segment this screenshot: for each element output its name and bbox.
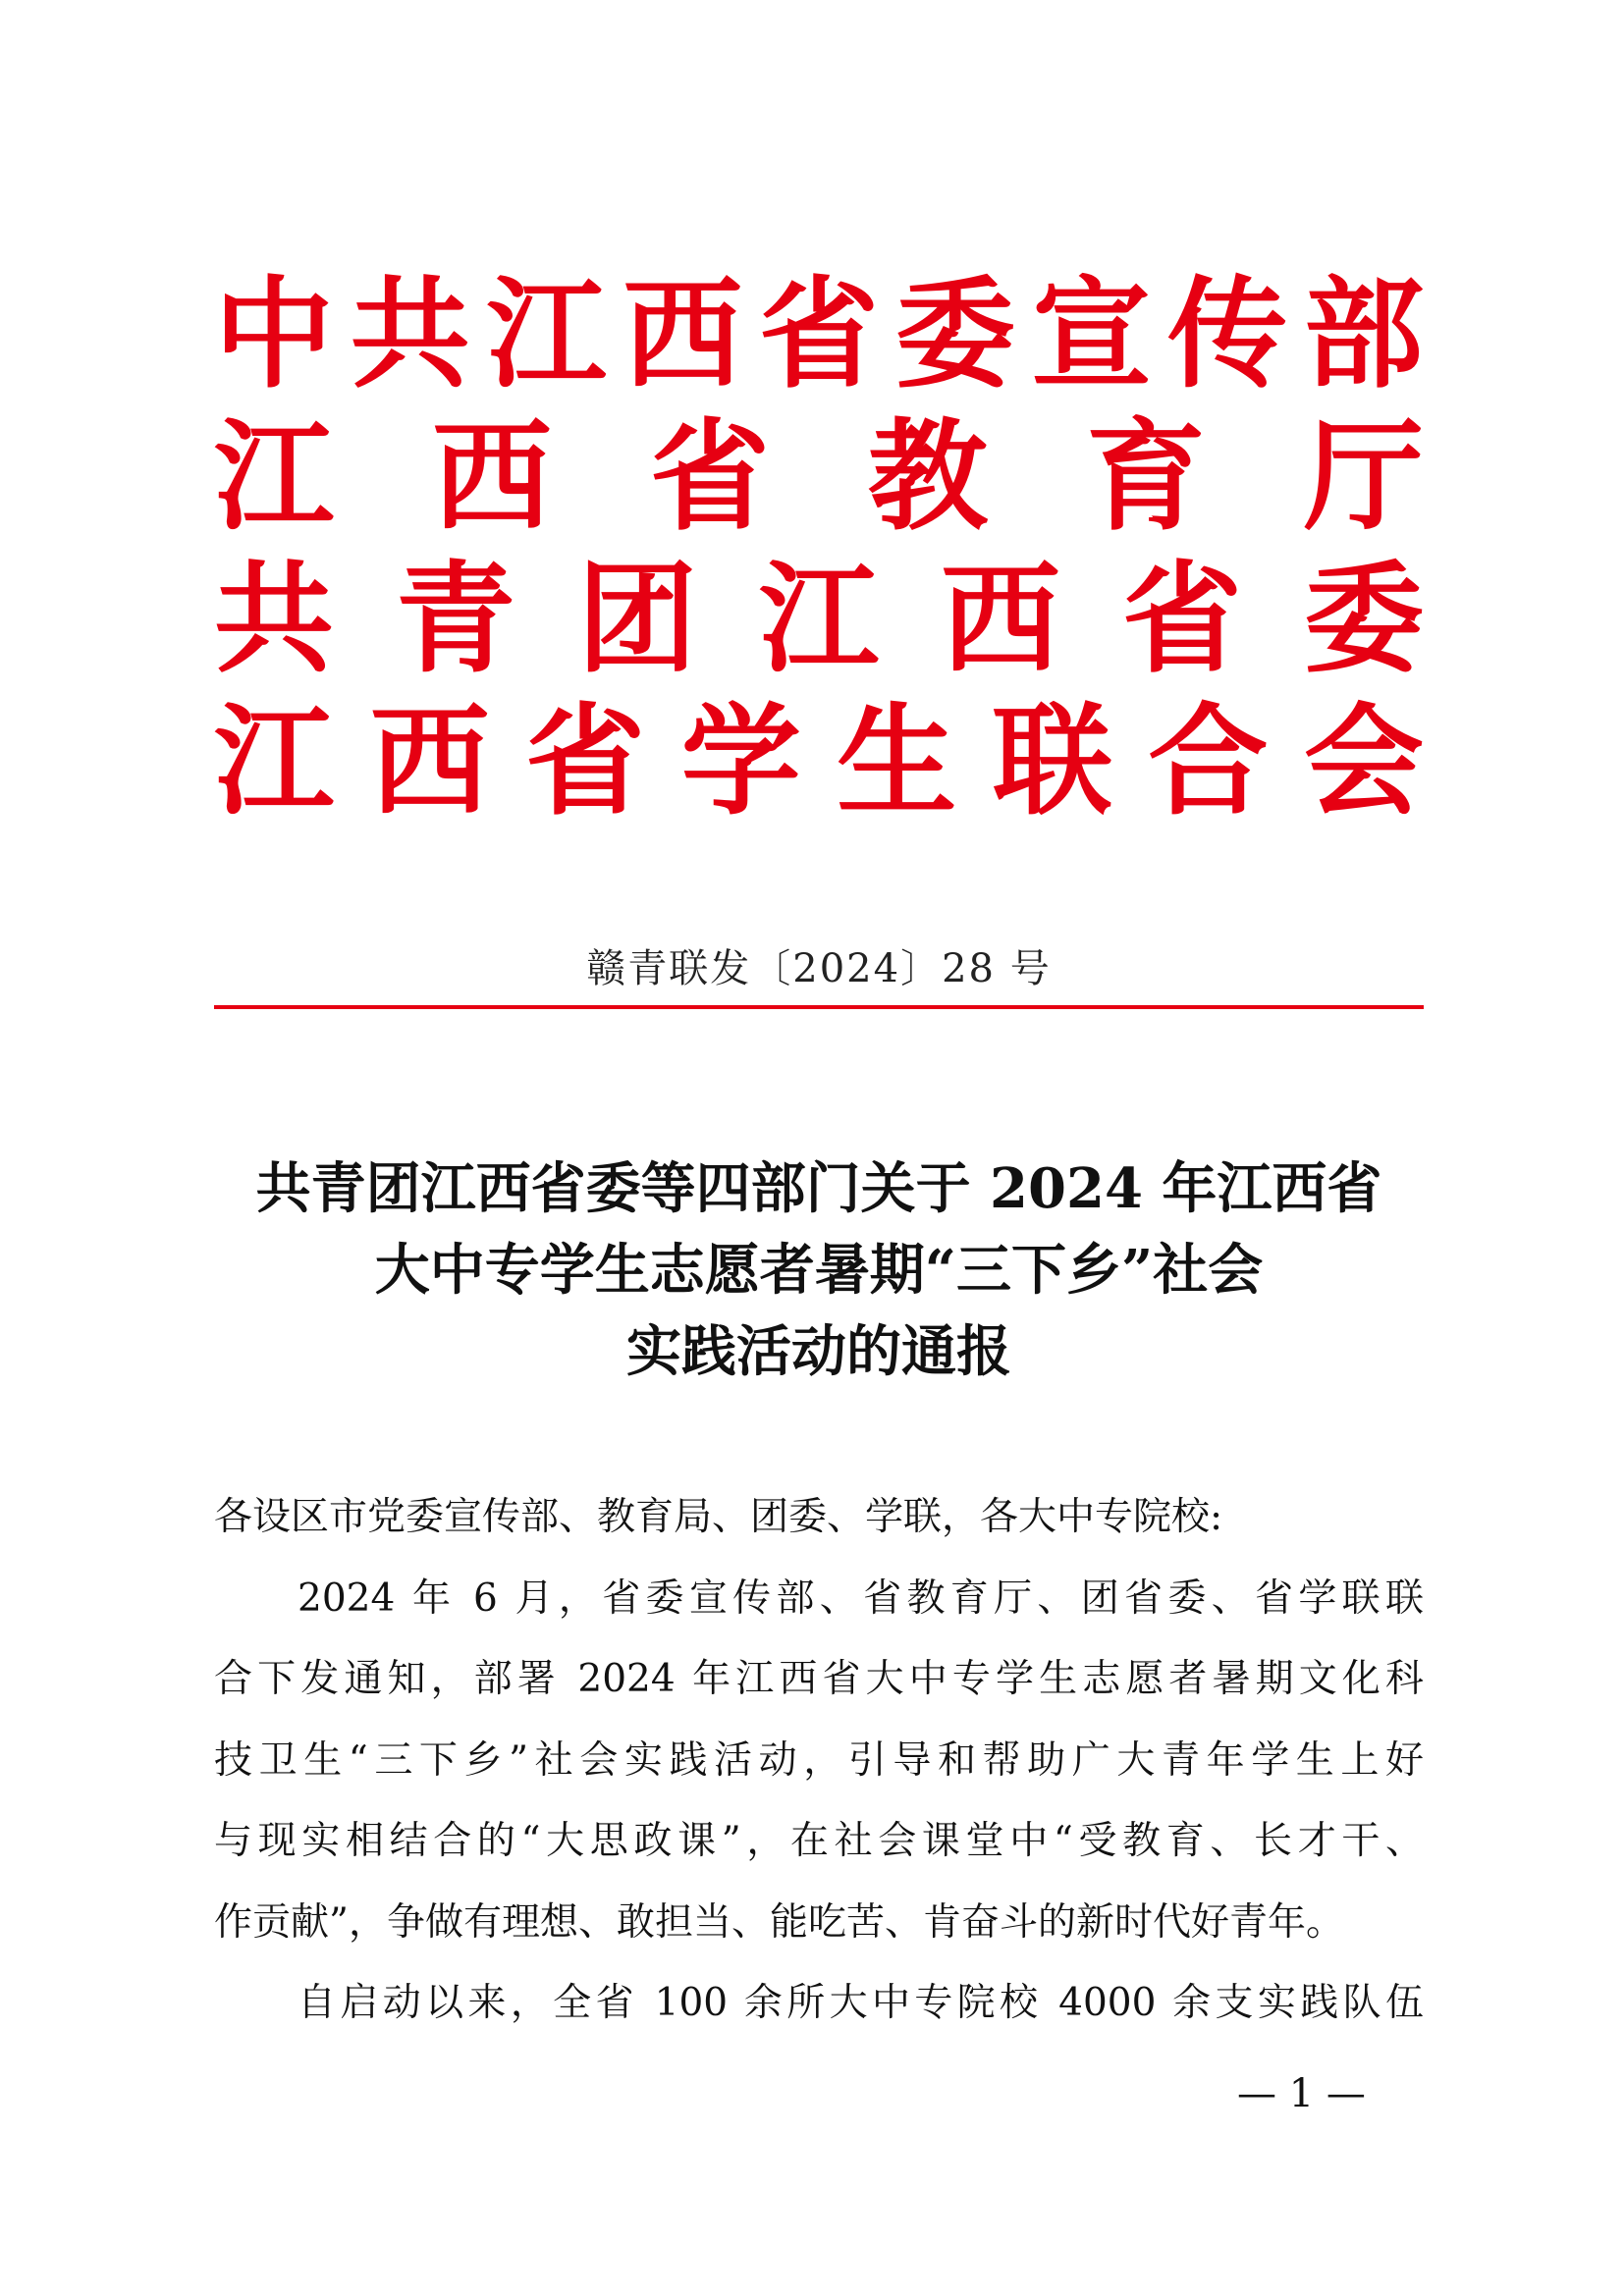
body-line: 合下发通知，部署 2024 年江西省大中专学生志愿者暑期文化科 xyxy=(214,1657,1424,1701)
issuer-char: 生 xyxy=(837,690,957,831)
issuer-char: 传 xyxy=(1167,263,1288,404)
issuer-char: 西 xyxy=(623,263,743,404)
body-line: 技卫生“三下乡”社会实践活动，引导和帮助广大青年学生上好 xyxy=(214,1737,1424,1783)
title-line: 大中专学生志愿者暑期“三下乡”社会 xyxy=(374,1238,1264,1303)
title-line: 实践活动的通报 xyxy=(626,1319,1011,1384)
title-line: 共青团江西省委等四部门关于 2024 年江西省 xyxy=(255,1156,1382,1221)
issuer-char: 育 xyxy=(1086,405,1206,547)
issuer-char: 中 xyxy=(214,263,334,404)
issuer-char: 江 xyxy=(759,548,879,689)
issuer-line xyxy=(214,548,1424,690)
red-divider-line xyxy=(214,1005,1424,1009)
issuer-char: 省 xyxy=(759,263,879,404)
issuer-char: 部 xyxy=(1304,263,1424,404)
issuer-char: 江 xyxy=(214,690,334,831)
document-number: 赣青联发〔2024〕28 号 xyxy=(586,946,1052,991)
issuer-char: 西 xyxy=(941,548,1060,689)
document-title xyxy=(214,1148,1424,1393)
issuer-char: 宣 xyxy=(1031,263,1152,404)
salutation: 各设区市党委宣传部、教育局、团委、学联，各大中专院校: xyxy=(214,1495,1223,1539)
issuer-char: 省 xyxy=(525,690,646,831)
issuer-char: 省 xyxy=(650,405,770,547)
body-line: 2024 年 6 月，省委宣传部、省教育厅、团省委、省学联联 xyxy=(298,1575,1424,1621)
issuer-char: 委 xyxy=(1304,548,1424,689)
issuer-char: 团 xyxy=(577,548,697,689)
issuer-char: 西 xyxy=(432,405,552,547)
issuer-line xyxy=(214,405,1424,548)
issuer-char: 厅 xyxy=(1304,405,1424,547)
body-line: 作贡献”，争做有理想、敢担当、能吃苦、肯奋斗的新时代好青年。 xyxy=(214,1899,1344,1945)
issuer-char: 教 xyxy=(868,405,988,547)
issuer-char: 江 xyxy=(214,405,334,547)
issuer-char: 共 xyxy=(214,548,334,689)
issuer-char: 青 xyxy=(396,548,515,689)
issuer-char: 江 xyxy=(486,263,607,404)
issuer-char: 会 xyxy=(1303,690,1424,831)
issuer-char: 省 xyxy=(1122,548,1242,689)
body-line: 与现实相结合的“大思政课”，在社会课堂中“受教育、长才干、 xyxy=(214,1819,1424,1863)
document-body xyxy=(214,1477,1424,2045)
issuer-char: 合 xyxy=(1148,690,1269,831)
issuer-line xyxy=(214,263,1424,405)
issuer-line xyxy=(214,690,1424,832)
issuer-char: 联 xyxy=(992,690,1112,831)
issuer-char: 委 xyxy=(894,263,1015,404)
issuer-char: 学 xyxy=(680,690,801,831)
page-number: — 1 — xyxy=(1237,2071,1366,2116)
body-line: 自启动以来，全省 100 余所大中专院校 4000 余支实践队伍 xyxy=(298,1981,1424,2025)
issuer-char: 西 xyxy=(369,690,490,831)
issuer-header xyxy=(214,263,1424,832)
issuer-char: 共 xyxy=(350,263,470,404)
